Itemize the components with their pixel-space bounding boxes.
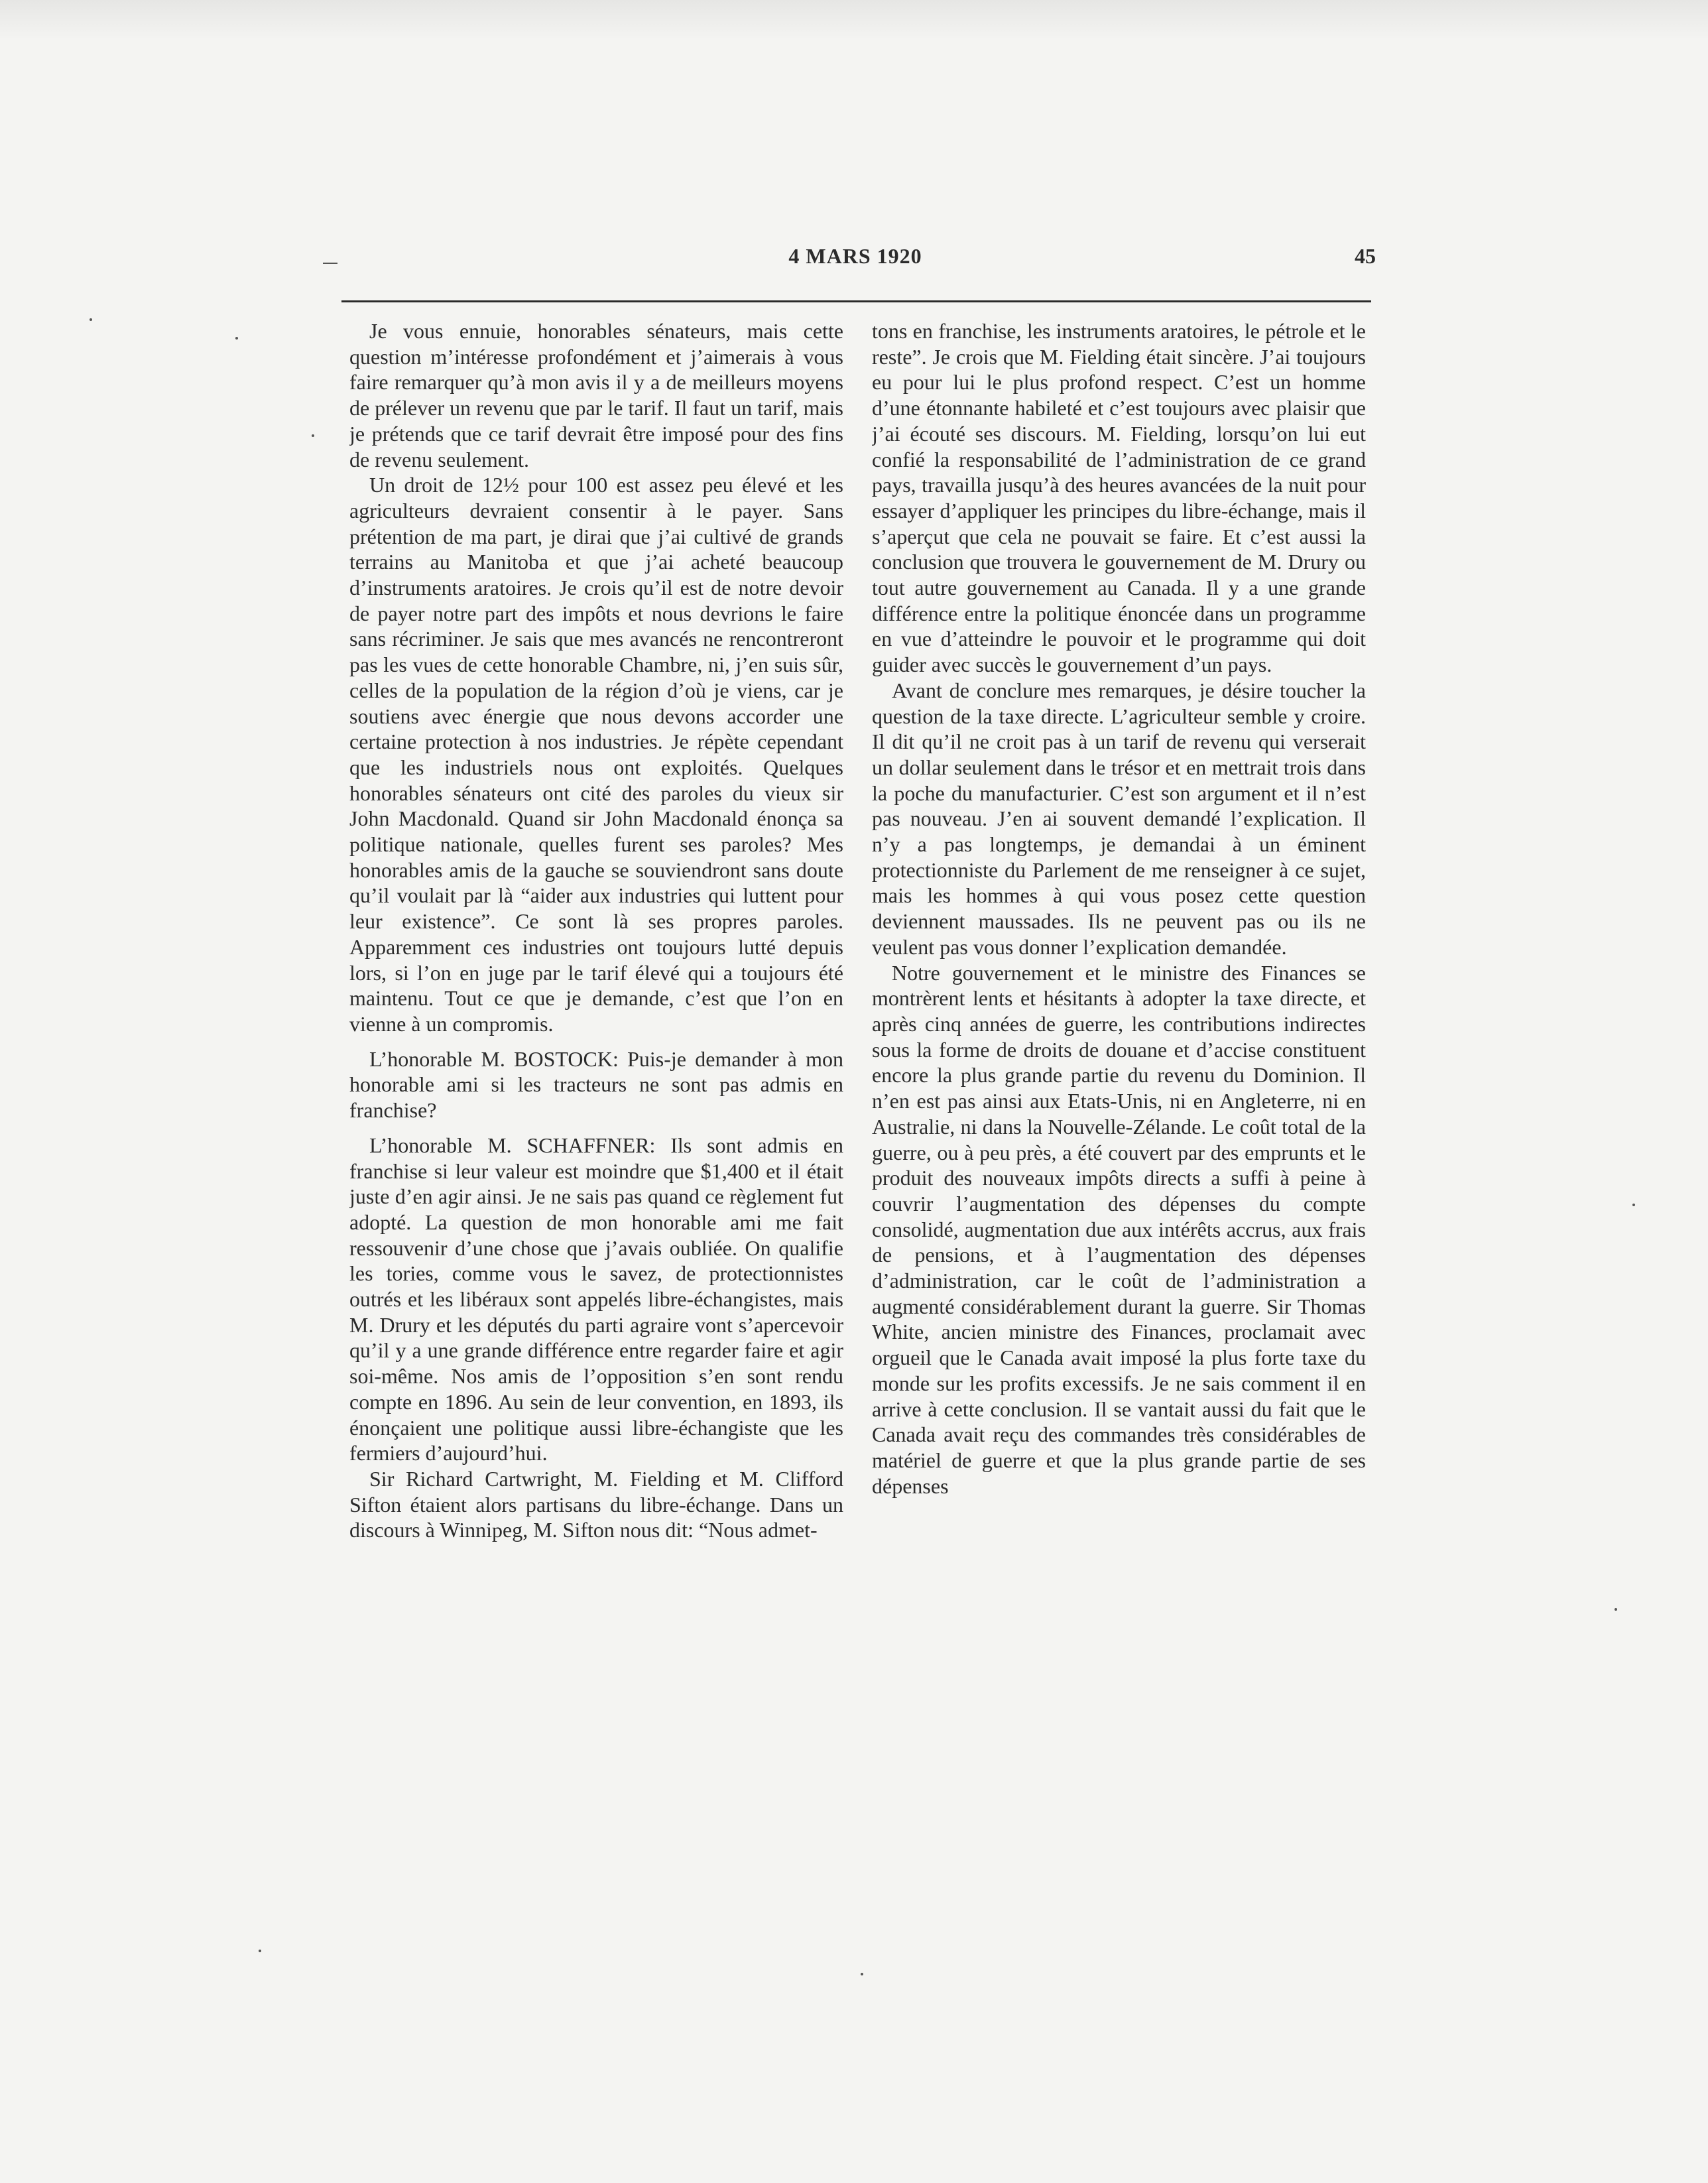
page-top-edge: [0, 0, 1708, 40]
left-column: [349, 318, 843, 1883]
scan-speck: [1615, 1608, 1617, 1611]
paragraph: L’honorable M. SCHAFFNER: Ils sont admis en franchise si leur valeur est moindre que $1,400 et il était juste d’en agir ainsi. Je ne sais pas quand ce règlement fut adopté. La question de mon honorable ami me fait ressouvenir d’une chose que j’avais oubliée. On qualifie les tories, comme vous le savez, de protectionnistes outrés et les libéraux sont appelés libre-échangistes, mais M. Drury et les députés du parti agraire vont s’apercevoir qu’il y a une grande différence entre regarder faire et agir soi-même. Nos amis de l’opposition s’en sont rendu compte en 1896. Au sein de leur convention, en 1893, ils énonçaient une politique aussi libre-échangiste que les fermiers d’aujourd’hui.: [349, 1133, 843, 1466]
paragraph: Je vous ennuie, honorables sénateurs, mais cette question m’intéresse profondément et j’aimerais à vous faire remarquer qu’à mon avis il y a de meilleurs moyens de prélever un revenu que par le tarif. Il faut un tarif, mais je prétends que ce tarif devrait être imposé pour des fins de revenu seulement.: [349, 319, 843, 471]
paragraph: Avant de conclure mes remarques, je désire toucher la question de la taxe directe. L’agriculteur semble y croire. Il dit qu’il ne croit pas à un tarif de revenu qui verserait un dollar seulement dans le trésor et en mettrait trois dans la poche du manufacturier. C’est son argument et il n’est pas nouveau. J’en ai souvent demandé l’explication. Il n’y a pas longtemps, je demandai à un éminent protectionniste du Parlement de me renseigner à ce sujet, mais les hommes à qui vous posez cette question deviennent maussades. Ils ne peuvent pas ou ils ne veulent pas vous donner l’explication demandée.: [872, 678, 1366, 959]
page-header: [335, 244, 1376, 277]
paragraph: Sir Richard Cartwright, M. Fielding et M. Clifford Sifton étaient alors partisans du libre-échange. Dans un discours à Winnipeg, M. Sifton nous dit: “Nous admet-: [349, 1466, 843, 1542]
scan-speck: [259, 1950, 261, 1952]
scan-speck: [235, 337, 238, 340]
scan-speck: [861, 1973, 863, 1975]
header-rule: [341, 300, 1371, 302]
page-number: 45: [1355, 244, 1376, 268]
paragraph: L’honorable M. BOSTOCK: Puis-je demander à mon honorable ami si les tracteurs ne sont pas admis en franchise?: [349, 1046, 843, 1123]
scan-speck: [1632, 1204, 1635, 1206]
header-date: 4 MARS 1920: [788, 244, 922, 268]
paragraph: Un droit de 12½ pour 100 est assez peu élevé et les agriculteurs devraient consentir à le payer. Sans prétention de ma part, je dirai que j’ai cultivé de grands terrains au Manitoba et que j’ai acheté beaucoup d’instruments aratoires. Je crois qu’il est de notre devoir de payer notre part des impôts et nous devrions le faire sans récriminer. Je sais que mes avancés ne rencontreront pas les vues de cette honorable Chambre, ni, j’en suis sûr, celles de la population de la région d’où je viens, car je soutiens avec énergie que nous devons accorder une certaine protection à nos industries. Je répète cependant que les industriels nous ont exploités. Quelques honorables sénateurs ont cité des paroles du vieux sir John Macdonald. Quand sir John Macdonald énonça sa politique nationale, quelles furent ses paroles? Mes honorables amis de la gauche se souviendront sans doute qu’il voulait par là “aider aux industries qui luttent pour leur existence”. Ce sont là ses propres paroles. Apparemment ces industries ont toujours lutté depuis lors, si l’on en juge par le tarif élevé qui a toujours été maintenu. Tout ce que je demande, c’est que l’on en vienne à un compromis.: [349, 473, 843, 1036]
scan-speck: [90, 318, 92, 321]
scan-speck: [312, 434, 314, 437]
right-column: [872, 318, 1366, 1883]
paragraph: Notre gouvernement et le ministre des Finances se montrèrent lents et hésitants à adopter la taxe directe, et après cinq années de guerre, les contributions indirectes sous la forme de droits de douane et d’accise constituent encore la plus grande partie du revenu du Dominion. Il n’en est pas ainsi aux Etats-Unis, ni en Angleterre, ni en Australie, ni dans la Nouvelle-Zélande. Le coût total de la guerre, ou à peu près, a été couvert par des emprunts et le produit des nouveaux impôts directs a suffi à peine à couvrir l’augmentation des dépenses du compte consolidé, augmentation due aux intérêts accrus, aux frais de pensions, et à l’augmentation des dépenses d’administration, car le coût de l’administration a augmenté considérablement durant la guerre. Sir Thomas White, ancien ministre des Finances, proclamait avec orgueil que le Canada avait imposé la plus forte taxe du monde sur les profits excessifs. Je ne sais comment il en arrive à cette conclusion. Il se vantait aussi du fait que le Canada avait reçu des commandes très considérables de matériel de guerre et que la plus grande partie de ses dépenses: [872, 960, 1366, 1498]
paragraph: tons en franchise, les instruments aratoires, le pétrole et le reste”. Je crois que M. Fielding était sincère. J’ai toujours eu pour lui le plus profond respect. C’est un homme d’une étonnante habileté et c’est toujours avec plaisir que j’ai écouté ses discours. M. Fielding, lorsqu’on lui eut confié la responsabilité de l’administration de ce grand pays, travailla jusqu’à des heures avancées de la nuit pour essayer d’appliquer les principes du libre-échange, mais il s’aperçut que cela ne pouvait se faire. Et c’est aussi la conclusion que trouvera le gouvernement de M. Drury ou tout autre gouvernement au Canada. Il y a une grande différence entre la politique énoncée dans un programme en vue d’atteindre le pouvoir et le programme qui doit guider avec succès le gouvernement d’un pays.: [872, 319, 1366, 677]
